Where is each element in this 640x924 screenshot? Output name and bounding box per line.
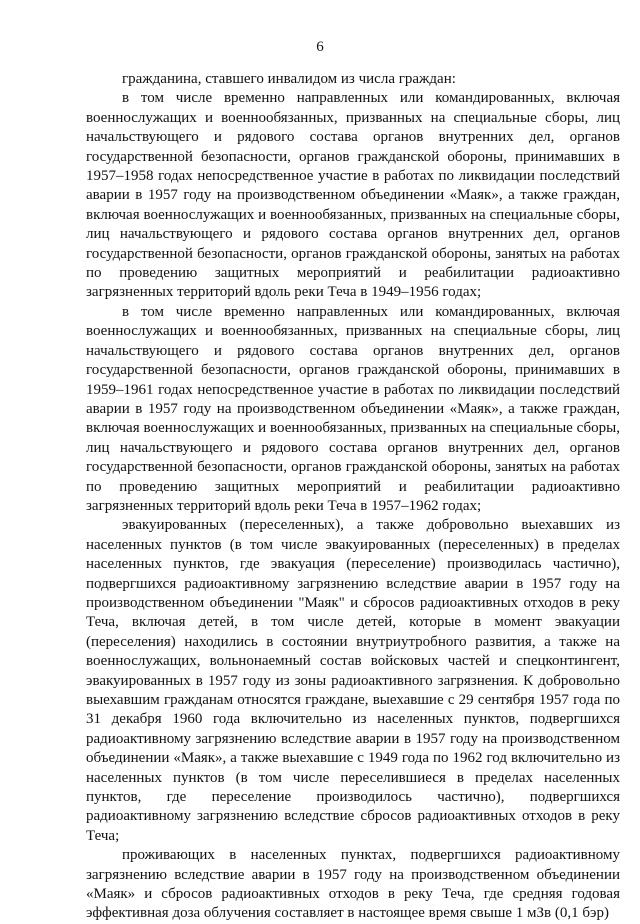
paragraph-residents: проживающих в населенных пунктах, подвергшихся радиоактивному загрязнению вследствие аварии в 1957 году на производственном объединении «Маяк» и сбросов радиоактивных отходов в реку Теча, где средняя годовая эффективная доза облучения составляет в настоящее время свыше 1 мЗв (0,1 бэр) xyxy=(86,847,620,922)
document-body xyxy=(86,70,620,924)
paragraph-evacuated: эвакуированных (переселенных), а также добровольно выехавших из населенных пунктов (в том числе эвакуированных (переселенных) в пределах населенных пунктов, где эвакуация (переселение) производилась частично), подвергшихся радиоактивному загрязнению вследствие аварии в 1957 году на производственном объединении "Маяк" и сбросов радиоактивных отходов в реку Теча, включая детей, в том числе детей, которые в момент эвакуации (переселения) находились в состоянии внутриутробного развития, а также на военнослужащих, вольнонаемный состав войсковых частей и спецконтингент, эвакуированных в 1957 году из зоны радиоактивного загрязнения. К добровольно выехавшим гражданам относятся граждане, выехавшие с 29 сентября 1957 года по 31 декабря 1960 года включительно из населенных пунктов, подвергшихся радиоактивному загрязнению вследствие аварии в 1957 году на производственном объединении «Маяк», а также выехавшие с 1949 года по 1962 год включительно из населенных пунктов (в том числе переселившиеся в пределах населенных пунктов, где переселение производилось частично), подвергшихся радиоактивному загрязнению вследствие сбросов радиоактивных отходов в реку Теча; xyxy=(86,517,620,844)
paragraph-intro: гражданина, ставшего инвалидом из числа граждан: xyxy=(122,71,456,87)
page-number: 6 xyxy=(316,39,324,55)
paragraph-liquidators-1959-1961: в том числе временно направленных или командированных, включая военнослужащих и военнообязанных, призванных на специальные сборы, лиц начальствующего и рядового состава органов внутренних дел, органов государственной безопасности, органов гражданской обороны, принимавших в 1959–1961 годах непосредственное участие в работах по ликвидации последствий аварии в 1957 году на производственном объединении «Маяк», а также граждан, включая военнослужащих и военнообязанных, призванных на специальные сборы, лиц начальствующего и рядового состава органов внутренних дел, органов государственной безопасности, органов гражданской обороны, занятых на работах по проведению защитных мероприятий и реабилитации радиоактивно загрязненных территорий вдоль реки Теча в 1957–1962 годах; xyxy=(86,303,620,514)
paragraph-liquidators-1957-1958: в том числе временно направленных или командированных, включая военнослужащих и военнообязанных, призванных на специальные сборы, лиц начальствующего и рядового состава органов внутренних дел, органов государственной безопасности, органов гражданской обороны, принимавших в 1957–1958 годах непосредственное участие в работах по ликвидации последствий аварии в 1957 году на производственном объединении «Маяк», а также граждан, включая военнослужащих и военнообязанных, призванных на специальные сборы, лиц начальствующего и рядового состава органов внутренних дел, органов государственной безопасности, органов гражданской обороны, занятых на работах по проведению защитных мероприятий и реабилитации радиоактивно загрязненных территорий вдоль реки Теча в 1949–1956 годах; xyxy=(86,90,620,301)
